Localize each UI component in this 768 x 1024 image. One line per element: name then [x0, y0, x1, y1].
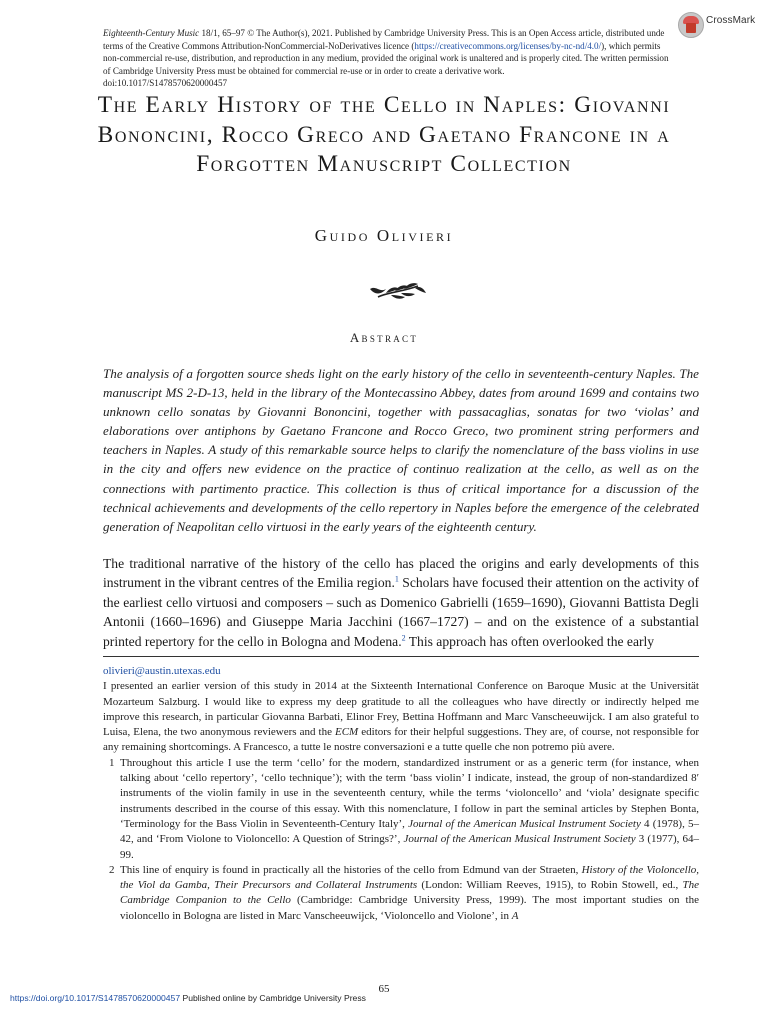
fleuron-ornament-icon: [368, 280, 428, 304]
permission-text-end: of Cambridge University Press must be obtained for commercial re-use or in order to create a derivative work.: [103, 65, 505, 76]
doi-link[interactable]: https://doi.org/10.1017/S1478570620000457: [10, 993, 181, 1003]
footnote-2: [103, 863, 699, 924]
footnote-book-title: The Cambridge Companion to the Cello: [120, 879, 699, 907]
footnote-text: 3 (1977), 64–99.: [120, 833, 700, 861]
author-name: Guido Olivieri: [314, 226, 454, 245]
doi-footer: [10, 993, 366, 1003]
footnote-ref-2[interactable]: 2: [401, 633, 406, 643]
footnote-journal-title: Journal of the American Musical Instrument Society: [408, 817, 641, 830]
doi-text: doi:10.1017/S1478570620000457: [103, 78, 228, 88]
footnote-number: 1: [109, 756, 115, 769]
published-online-text: Published online by Cambridge University Press: [180, 993, 366, 1003]
journal-name: Eighteenth-Century Music: [103, 28, 200, 38]
ack-text: I presented an earlier version of this study in 2014 at the Sixteenth International Conference on Baroque Music at the Universität Mozarteum Salzburg. I would like to express my deep gratitude to all the colleagues who have directly or indirectly helped me improve this research, in particular Giovanna Barbati, Elinor Frey, Bettina Hoffmann and Marc Vanscheeuwijck. I am also grateful to Luisa, Elena, the two anonymous reviewers and the: [103, 680, 699, 739]
footnote-number: 2: [109, 863, 115, 876]
footnote-1: [103, 756, 699, 863]
license-link[interactable]: https://creativecommons.org/licenses/by-nc-nd/4.0/: [414, 40, 602, 51]
footnote-ref-1[interactable]: 1: [394, 574, 399, 584]
crossmark-label: CrossMark: [706, 15, 756, 26]
footnote-book-title: A: [511, 909, 519, 922]
footnote-text: This line of enquiry is found in practically all the histories of the cello from Edmund van der Straeten,: [120, 863, 582, 876]
footnote-text: 4 (1978), 5–42, and ‘From Violone to Violoncello: A Question of Strings?’,: [120, 817, 700, 846]
crossmark-icon: [678, 12, 704, 38]
page-number: 65: [378, 983, 390, 995]
abstract-text: The analysis of a forgotten source sheds light on the early history of the cello in seventeenth-century Naples. The manuscript MS 2-D-13, held in the library of the Montecassino Abbey, dates from around 1699 and contains two unknown cello sonatas by Giovanni Bononcini, together with passacaglias, sonatas for two ‘violas’ and elaborations over antiphons by Gaetano Francone and Rocco Greco, two prominent string performers and teachers in Naples. A study of this remarkable source helps to clarify the nomenclature of the bass violins in use in the city and offers new evidence on the practice of continuo realization at the cello, as well as on the connections with partimento practice. This collection is thus of critical importance for a discussion of the technical achievements and developments of the cello repertory in Naples before the emergence of the celebrated generation of Neapolitan cello virtuosi in the early years of the eighteenth century.: [103, 366, 699, 534]
abstract-heading: Abstract: [349, 330, 419, 345]
footnotes: [103, 664, 699, 924]
copyright-notice: [103, 27, 675, 90]
ack-text-end: editors for their helpful suggestions. They are, of course, not responsible for any remaining shortcomings. A Francesco, a tutte le nostre conversazioni e a tutte quelle che non potremo più avere.: [103, 726, 699, 754]
acknowledgement-note: [103, 679, 699, 755]
article-title: The Early History of the Cello in Naples: Giovanni Bononcini, Rocco Greco and Gaetano Francone in a Forgotten Manuscript Collection: [97, 92, 671, 177]
footnote-text: (London: William Reeves, 1915), to Robin Stowell, ed.,: [417, 879, 683, 892]
body-text: This approach has often overlooked the early: [405, 633, 655, 649]
author-email-link[interactable]: olivieri@austin.utexas.edu: [103, 665, 221, 677]
footnote-text: (Cambridge: Cambridge University Press, 1999). The most important studies on the violoncello in Bologna are listed in Marc Vanscheeuwijck, ‘Violoncello and Violone’, in: [120, 894, 699, 922]
footnote-book-title: History of the Violoncello, the Viol da Gamba, Their Precursors and Collateral Instruments: [120, 863, 699, 892]
footnote-text: Throughout this article I use the term ‘cello’ for the modern, standardized instrument or as a generic term (for instance, when talking about ‘cello repertory’, ‘cello technique’); with the term ‘bass violin’ I indicate, instead, the group of non-standardized 8′ instruments of the violin family in use in the seventeenth century, while the terms ‘violoncello’ and ‘viola’ designate specific instruments described in the course of this essay. With this nomenclature, I follow in part the seminal articles by Stephen Bonta, ‘Terminology for the Bass Violin in Seventeenth-Century Italy’,: [120, 756, 699, 830]
body-paragraph: [103, 554, 699, 651]
citation-text: 18/1, 65–97 © The Author(s), 2021. Published by Cambridge University Press. This is an Open Access article, distributed unde: [199, 28, 665, 38]
crossmark-badge[interactable]: [678, 12, 756, 44]
ack-journal-abbrev: ECM: [335, 726, 359, 739]
footnote-journal-title: Journal of the American Musical Instrument Society: [403, 833, 636, 846]
footnote-divider: [103, 656, 699, 657]
body-text: The traditional narrative of the history of the cello has placed the origins and early developments of this instrument in the vibrant centres of the Emilia region.: [103, 556, 699, 591]
license-text: terms of the Creative Commons Attribution-NonCommercial-NoDerivatives licence (: [103, 40, 415, 51]
body-text: Scholars have focused their attention on the activity of the earliest cello virtuosi and composers – such as Domenico Gabrielli (1659–1690), Giovanni Battista Degli Antonii (1660–1696) and Giuseppe Maria Jacchini (1667–1727) – and on the existence of a substantial printed repertory for the cello in Bologna and Modena.: [103, 575, 700, 649]
license-text-end: ), which permits: [601, 40, 661, 51]
permission-text: non-commercial re-use, distribution, and reproduction in any medium, provided the original work is unaltered and is properly cited. The written permission: [103, 53, 669, 63]
